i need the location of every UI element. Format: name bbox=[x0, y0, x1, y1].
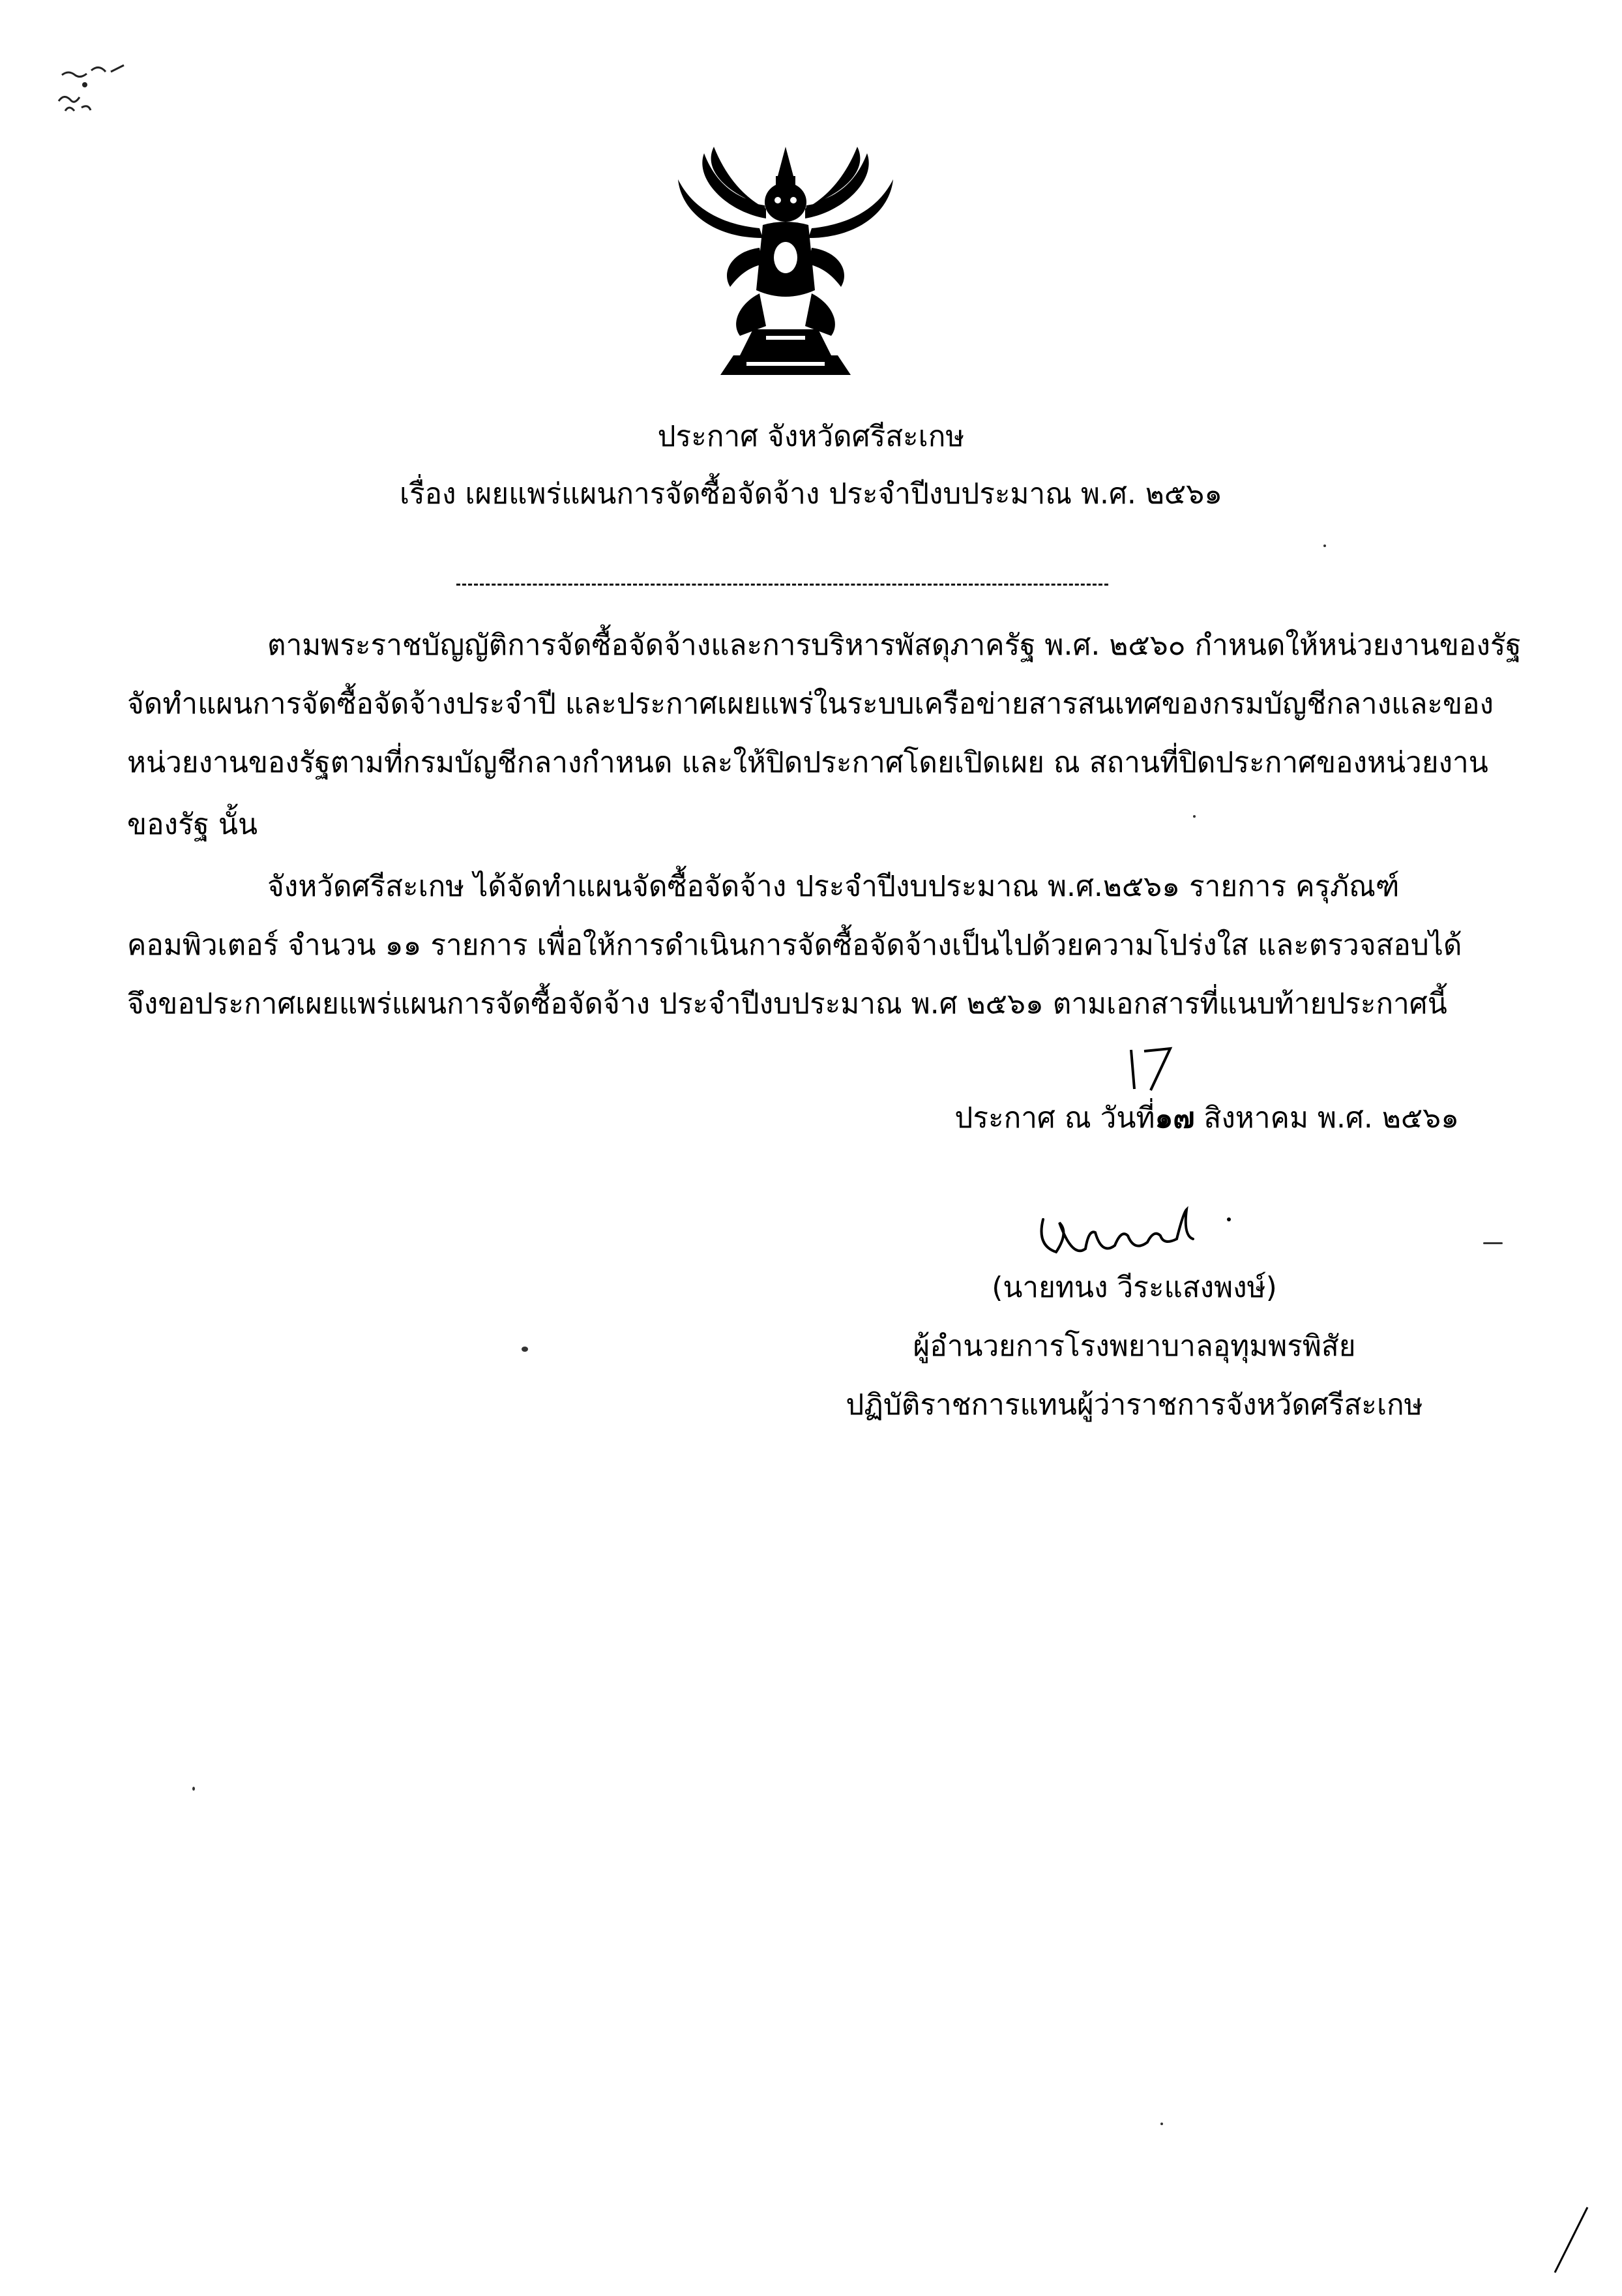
garuda-emblem-icon bbox=[668, 140, 903, 381]
body-line: คอมพิวเตอร์ จำนวน ๑๑ รายการ เพื่อให้การดำเนินการจัดซื้อจัดจ้างเป็นไปด้วยความโปร่งใส และตรวจสอบได้ bbox=[127, 929, 1462, 962]
date-prefix: ประกาศ ณ วันที่ bbox=[954, 1101, 1155, 1135]
handwritten-day-icon bbox=[1121, 1043, 1180, 1096]
body-line: ตามพระราชบัญญัติการจัดซื้อจัดจ้างและการบริหารพัสดุภาครัฐ พ.ศ. ๒๕๖๐ กำหนดให้หน่วยงานของรัฐ bbox=[267, 629, 1522, 662]
dashed-divider bbox=[456, 584, 1108, 586]
body-line: จัดทำแผนการจัดซื้อจัดจ้างประจำปี และประกาศเผยแพร่ในระบบเครือข่ายสารสนเทศของกรมบัญชีกลางและของ bbox=[127, 687, 1494, 721]
scan-speck bbox=[522, 1347, 528, 1352]
corner-annotation-icon bbox=[46, 46, 143, 143]
scan-speck bbox=[1323, 544, 1326, 547]
scan-speck bbox=[1483, 1242, 1503, 1244]
document-subject: เรื่อง เผยแพร่แผนการจัดซื้อจัดจ้าง ประจำปีงบประมาณ พ.ศ. ๒๕๖๑ bbox=[399, 477, 1223, 511]
handwritten-signature-icon bbox=[1030, 1193, 1245, 1265]
date-suffix: สิงหาคม พ.ศ. ๒๕๖๑ bbox=[1203, 1101, 1459, 1135]
signatory-name: (นายทนง วีระแสงพงษ์) bbox=[992, 1271, 1277, 1304]
scan-speck bbox=[1160, 2123, 1163, 2125]
body-line: หน่วยงานของรัฐตามที่กรมบัญชีกลางกำหนด และให้ปิดประกาศโดยเปิดเผย ณ สถานที่ปิดประกาศของหน่วยงาน bbox=[127, 746, 1488, 779]
body-line: จังหวัดศรีสะเกษ ได้จัดทำแผนจัดซื้อจัดจ้าง ประจำปีงบประมาณ พ.ศ.๒๕๖๑ รายการ ครุภัณฑ์ bbox=[267, 870, 1400, 903]
scan-speck bbox=[192, 1787, 195, 1791]
body-line: ของรัฐ นั้น bbox=[127, 808, 258, 841]
signatory-acting: ปฏิบัติราชการแทนผู้ว่าราชการจังหวัดศรีสะเกษ bbox=[846, 1388, 1423, 1422]
signatory-position: ผู้อำนวยการโรงพยาบาลอุทุมพรพิสัย bbox=[913, 1330, 1356, 1363]
announcement-date bbox=[954, 1099, 1459, 1138]
document-title: ประกาศ จังหวัดศรีสะเกษ bbox=[657, 420, 965, 453]
scan-speck bbox=[1193, 815, 1196, 818]
edge-stroke-mark bbox=[1552, 2204, 1591, 2276]
date-day: ๑๗ bbox=[1155, 1101, 1195, 1135]
body-line: จึงขอประกาศเผยแพร่แผนการจัดซื้อจัดจ้าง ประจำปีงบประมาณ พ.ศ ๒๕๖๑ ตามเอกสารที่แนบท้ายประกาศนี้ bbox=[127, 987, 1447, 1021]
